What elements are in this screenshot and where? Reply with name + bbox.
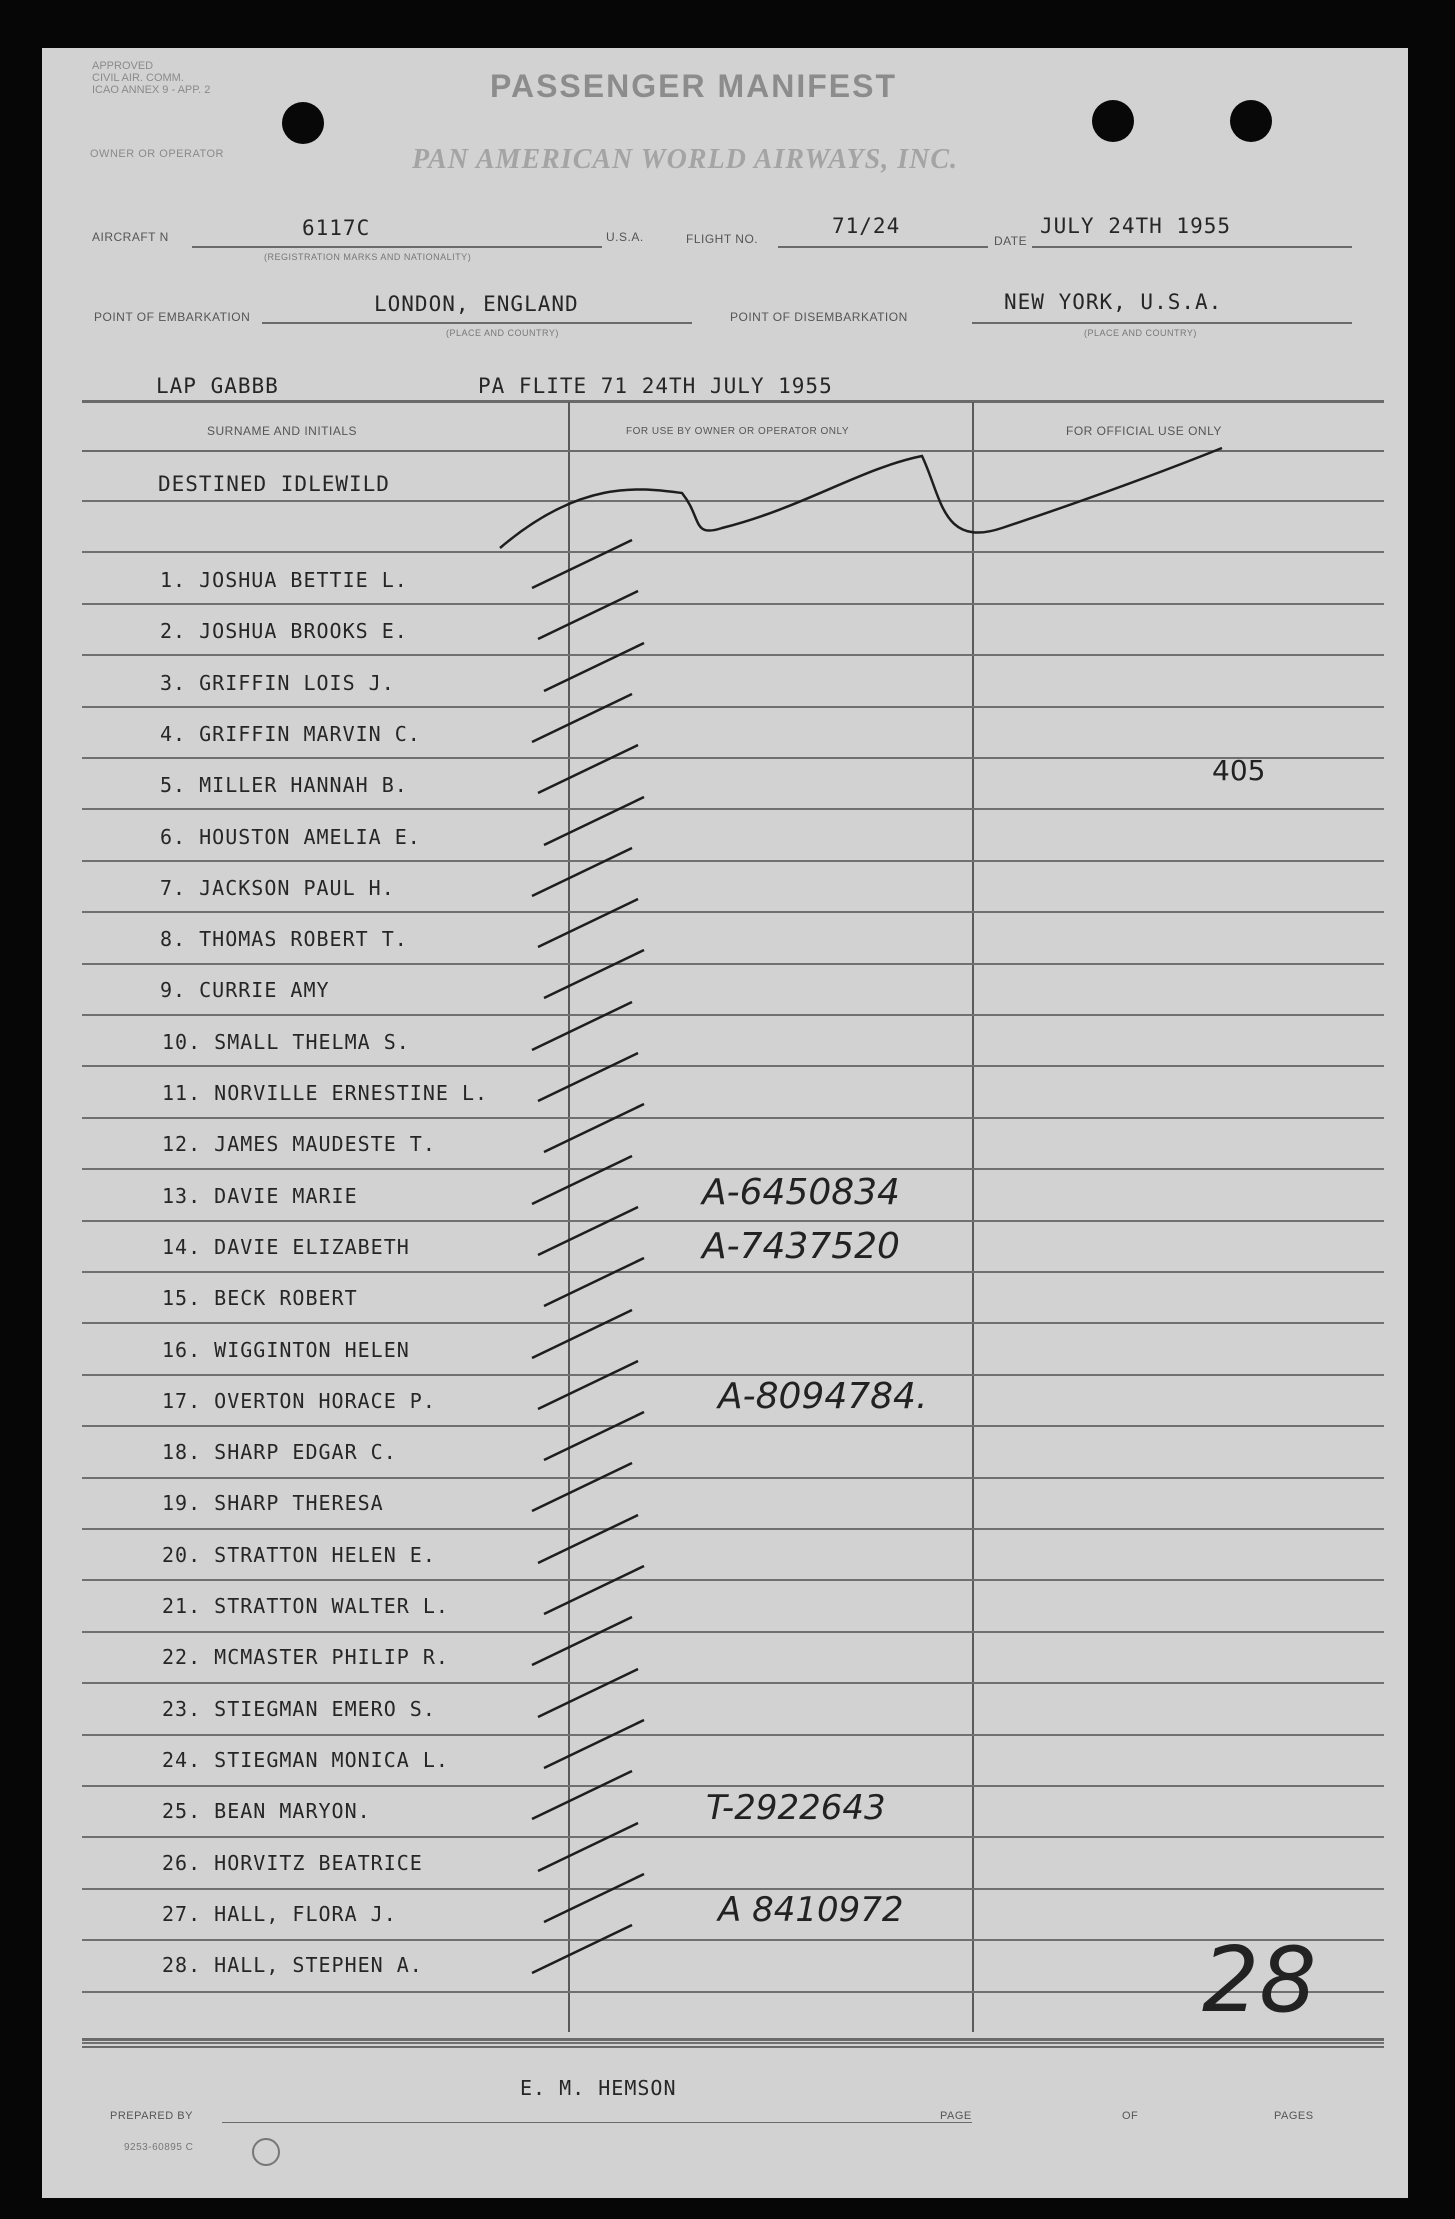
- check-mark-stroke: [532, 694, 632, 742]
- passenger-row: 3. GRIFFIN LOIS J.: [160, 671, 395, 695]
- passenger-row: 18. SHARP EDGAR C.: [162, 1440, 397, 1464]
- check-mark-stroke: [532, 1002, 632, 1050]
- check-mark-stroke: [538, 745, 638, 793]
- union-seal-icon: [252, 2138, 280, 2166]
- disembark-label: POINT OF DISEMBARKATION: [730, 310, 908, 324]
- passenger-row: 5. MILLER HANNAH B.: [160, 773, 408, 797]
- date-label: DATE: [994, 234, 1028, 248]
- check-mark-stroke: [538, 1361, 638, 1409]
- check-mark-stroke: [544, 1874, 644, 1922]
- check-mark-stroke: [538, 1669, 638, 1717]
- disembark-value: NEW YORK, U.S.A.: [1004, 290, 1223, 314]
- approval-line: ICAO ANNEX 9 - APP. 2: [92, 84, 211, 96]
- check-mark-stroke: [544, 643, 644, 691]
- check-mark-stroke: [532, 1156, 632, 1204]
- handwritten-alien-number: A-8094784.: [718, 1376, 928, 1417]
- passenger-row: 23. STIEGMAN EMERO S.: [162, 1697, 436, 1721]
- pages-label: PAGES: [1274, 2110, 1314, 2122]
- manifest-sheet: [42, 48, 1408, 2198]
- check-mark-stroke: [538, 899, 638, 947]
- of-label: OF: [1122, 2110, 1139, 2122]
- header-official-use: FOR OFFICIAL USE ONLY: [1066, 424, 1222, 438]
- check-mark-stroke: [538, 1823, 638, 1871]
- handwritten-alien-number: A-7437520: [702, 1226, 900, 1267]
- airline-name: PAN AMERICAN WORLD AIRWAYS, INC.: [412, 144, 959, 175]
- check-mark-stroke: [544, 1412, 644, 1460]
- cross-out-stroke: [500, 448, 1222, 548]
- handwritten-alien-number: T-2922643: [706, 1788, 886, 1828]
- passenger-row: 14. DAVIE ELIZABETH: [162, 1235, 410, 1259]
- check-mark-stroke: [544, 1566, 644, 1614]
- passenger-row: 19. SHARP THERESA: [162, 1491, 384, 1515]
- passenger-row: 6. HOUSTON AMELIA E.: [160, 825, 421, 849]
- flight-label: FLIGHT NO.: [686, 232, 759, 246]
- check-mark-stroke: [538, 1053, 638, 1101]
- check-mark-stroke: [544, 797, 644, 845]
- approval-line: CIVIL AIR. COMM.: [92, 72, 184, 84]
- aircraft-label: AIRCRAFT N: [92, 230, 169, 244]
- check-mark-stroke: [538, 1207, 638, 1255]
- passenger-row: 25. BEAN MARYON.: [162, 1799, 371, 1823]
- passenger-row: 1. JOSHUA BETTIE L.: [160, 568, 408, 592]
- handwritten-alien-number: A 8410972: [718, 1890, 904, 1930]
- registration-sublabel: (REGISTRATION MARKS AND NATIONALITY): [264, 252, 472, 262]
- date-value: JULY 24TH 1955: [1040, 214, 1232, 238]
- check-mark-stroke: [538, 591, 638, 639]
- disembark-sublabel: (PLACE AND COUNTRY): [1084, 328, 1197, 338]
- prepared-by-value: E. M. HEMSON: [520, 2076, 677, 2100]
- check-mark-stroke: [532, 540, 632, 588]
- check-mark-stroke: [544, 950, 644, 998]
- check-mark-stroke: [532, 1463, 632, 1511]
- aircraft-value: 6117C: [302, 216, 371, 240]
- embark-sublabel: (PLACE AND COUNTRY): [446, 328, 559, 338]
- handwritten-alien-number: A-6450834: [702, 1172, 900, 1213]
- passenger-row: 10. SMALL THELMA S.: [162, 1030, 410, 1054]
- owner-label: OWNER OR OPERATOR: [90, 148, 224, 160]
- passenger-row: 7. JACKSON PAUL H.: [160, 876, 395, 900]
- table-bottom-border: [82, 2046, 1384, 2048]
- check-mark-stroke: [532, 1925, 632, 1973]
- typed-reference-right: PA FLITE 71 24TH JULY 1955: [478, 374, 833, 398]
- check-mark-stroke: [532, 848, 632, 896]
- check-mark-stroke: [532, 1310, 632, 1358]
- embark-value: LONDON, ENGLAND: [374, 292, 579, 316]
- handwritten-total: 28: [1202, 1928, 1317, 2033]
- form-number: 9253-60895 C: [124, 2142, 194, 2153]
- passenger-row: 15. BECK ROBERT: [162, 1286, 358, 1310]
- page-title: PASSENGER MANIFEST: [490, 68, 897, 104]
- passenger-row: 16. WIGGINTON HELEN: [162, 1338, 410, 1362]
- check-mark-stroke: [544, 1104, 644, 1152]
- passenger-row: 21. STRATTON WALTER L.: [162, 1594, 449, 1618]
- passenger-row: 9. CURRIE AMY: [160, 978, 330, 1002]
- passenger-row: 20. STRATTON HELEN E.: [162, 1543, 436, 1567]
- passenger-row: 11. NORVILLE ERNESTINE L.: [162, 1081, 489, 1105]
- destined-note: DESTINED IDLEWILD: [158, 472, 390, 496]
- passenger-row: 24. STIEGMAN MONICA L.: [162, 1748, 449, 1772]
- passenger-row: 8. THOMAS ROBERT T.: [160, 927, 408, 951]
- check-mark-stroke: [544, 1720, 644, 1768]
- handwritten-note: 405: [1212, 754, 1266, 787]
- passenger-row: 26. HORVITZ BEATRICE: [162, 1851, 423, 1875]
- table-bottom-border: [82, 2038, 1384, 2041]
- check-mark-stroke: [538, 1515, 638, 1563]
- approval-line: APPROVED: [92, 60, 154, 72]
- passenger-row: 4. GRIFFIN MARVIN C.: [160, 722, 421, 746]
- passenger-row: 27. HALL, FLORA J.: [162, 1902, 397, 1926]
- passenger-row: 22. MCMASTER PHILIP R.: [162, 1645, 449, 1669]
- header-owner-use: FOR USE BY OWNER OR OPERATOR ONLY: [626, 426, 850, 437]
- passenger-row: 13. DAVIE MARIE: [162, 1184, 358, 1208]
- page-label: PAGE: [940, 2110, 972, 2122]
- header-surname: SURNAME AND INITIALS: [207, 424, 358, 438]
- pen-strokes: [42, 48, 1408, 2198]
- embark-label: POINT OF EMBARKATION: [94, 310, 251, 324]
- prepared-by-label: PREPARED BY: [110, 2110, 193, 2122]
- prepared-by-underline: [222, 2122, 972, 2123]
- passenger-row: 12. JAMES MAUDESTE T.: [162, 1132, 436, 1156]
- check-mark-stroke: [532, 1617, 632, 1665]
- check-mark-stroke: [544, 1258, 644, 1306]
- passenger-row: 17. OVERTON HORACE P.: [162, 1389, 436, 1413]
- flight-value: 71/24: [832, 214, 901, 238]
- passenger-row: 2. JOSHUA BROOKS E.: [160, 619, 408, 643]
- passenger-row: 28. HALL, STEPHEN A.: [162, 1953, 423, 1977]
- usa-label: U.S.A.: [606, 230, 644, 244]
- check-mark-stroke: [532, 1771, 632, 1819]
- typed-reference-left: LAP GABBB: [156, 374, 279, 398]
